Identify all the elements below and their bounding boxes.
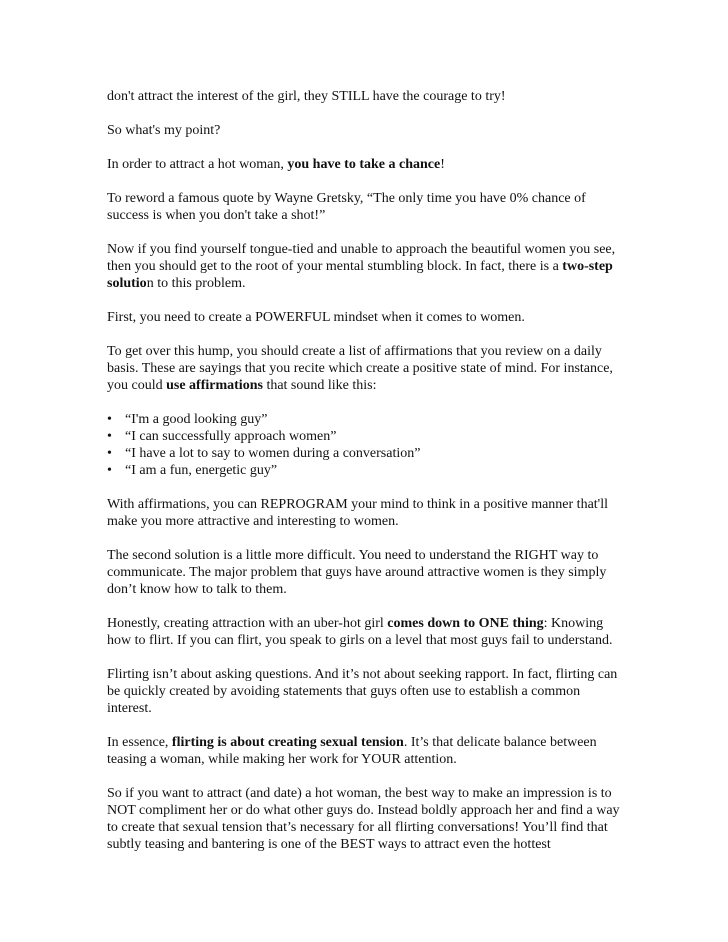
paragraph-sexual-tension — [107, 734, 627, 768]
text-run: To get over this hump, you should create a list of affirmations that you review on a daily basis. These are sayings that you recite which create a positive state of mind. For instance, you could — [107, 344, 613, 393]
paragraph-powerful-mindset: First, you need to create a POWERFUL mindset when it comes to women. — [107, 310, 525, 325]
paragraph-gretsky-quote: To reword a famous quote by Wayne Gretsky, “The only time you have 0% chance of success is when you don't take a shot!” — [107, 191, 586, 223]
bold-text: use affirmations — [166, 378, 263, 393]
list-item — [107, 411, 627, 428]
affirmations-list — [107, 411, 627, 479]
paragraph-take-a-chance — [107, 156, 627, 173]
list-item-text: “I have a lot to say to women during a conversation” — [125, 446, 421, 461]
text-run: . It’s that delicate balance between teasing a woman, while making her work for YOUR attention. — [107, 735, 597, 767]
list-item-text: “I am a fun, energetic guy” — [125, 463, 278, 478]
list-item-text: “I can successfully approach women” — [125, 429, 337, 444]
bold-text: flirting is about creating sexual tension — [171, 735, 404, 750]
list-item — [107, 445, 627, 462]
bullet-icon: • — [107, 463, 112, 478]
list-item-text: “I'm a good looking guy” — [125, 412, 268, 427]
bullet-icon: • — [107, 412, 112, 427]
paragraph-continued: don't attract the interest of the girl, they STILL have the courage to try! — [107, 89, 506, 104]
paragraph-reprogram: With affirmations, you can REPROGRAM your mind to think in a positive manner that'll make you more attractive and interesting to women. — [107, 497, 608, 529]
bold-text: comes down to ONE thing — [387, 616, 544, 631]
document-body — [107, 88, 627, 870]
text-run: In essence, — [107, 735, 172, 750]
text-run: Honestly, creating attraction with an uber-hot girl — [107, 616, 388, 631]
bullet-icon: • — [107, 429, 112, 444]
bullet-icon: • — [107, 446, 112, 461]
paragraph-flirting-not-questions: Flirting isn’t about asking questions. And it’s not about seeking rapport. In fact, flirting can be quickly created by avoiding statements that guys often use to establish a common interest. — [107, 667, 618, 716]
paragraph-two-step-solution — [107, 241, 627, 292]
paragraph-attract-hot-woman: So if you want to attract (and date) a hot woman, the best way to make an impression is to NOT compliment her or do what other guys do. Instead boldly approach her and find a way to create that sexual tension that’s necessary for all flirting conversations! You’ll find that subtly teasing and bantering is one of the BEST ways to attract even the hottest — [107, 786, 620, 852]
paragraph-point-question: So what's my point? — [107, 123, 221, 138]
paragraph-affirmations-intro — [107, 343, 627, 394]
bold-text: you have to take a chance — [287, 157, 441, 172]
list-item — [107, 462, 627, 479]
text-run: : Knowing how to flirt. If you can flirt, you speak to girls on a level that most guys fail to understand. — [107, 616, 613, 648]
paragraph-second-solution: The second solution is a little more difficult. You need to understand the RIGHT way to communicate. The major problem that guys have around attractive women is they simply don’t know how to talk to them. — [107, 548, 607, 597]
text-run: In order to attract a hot woman, — [107, 157, 288, 172]
text-run: ! — [440, 157, 445, 172]
text-run: n to this problem. — [146, 276, 246, 291]
list-item — [107, 428, 627, 445]
text-run: that sound like this: — [262, 378, 377, 393]
text-run: Now if you find yourself tongue-tied and unable to approach the beautiful women you see, then you should get to the root of your mental stumbling block. In fact, there is a — [107, 242, 616, 274]
paragraph-one-thing — [107, 615, 627, 649]
bold-text: two-step solutio — [107, 259, 613, 291]
